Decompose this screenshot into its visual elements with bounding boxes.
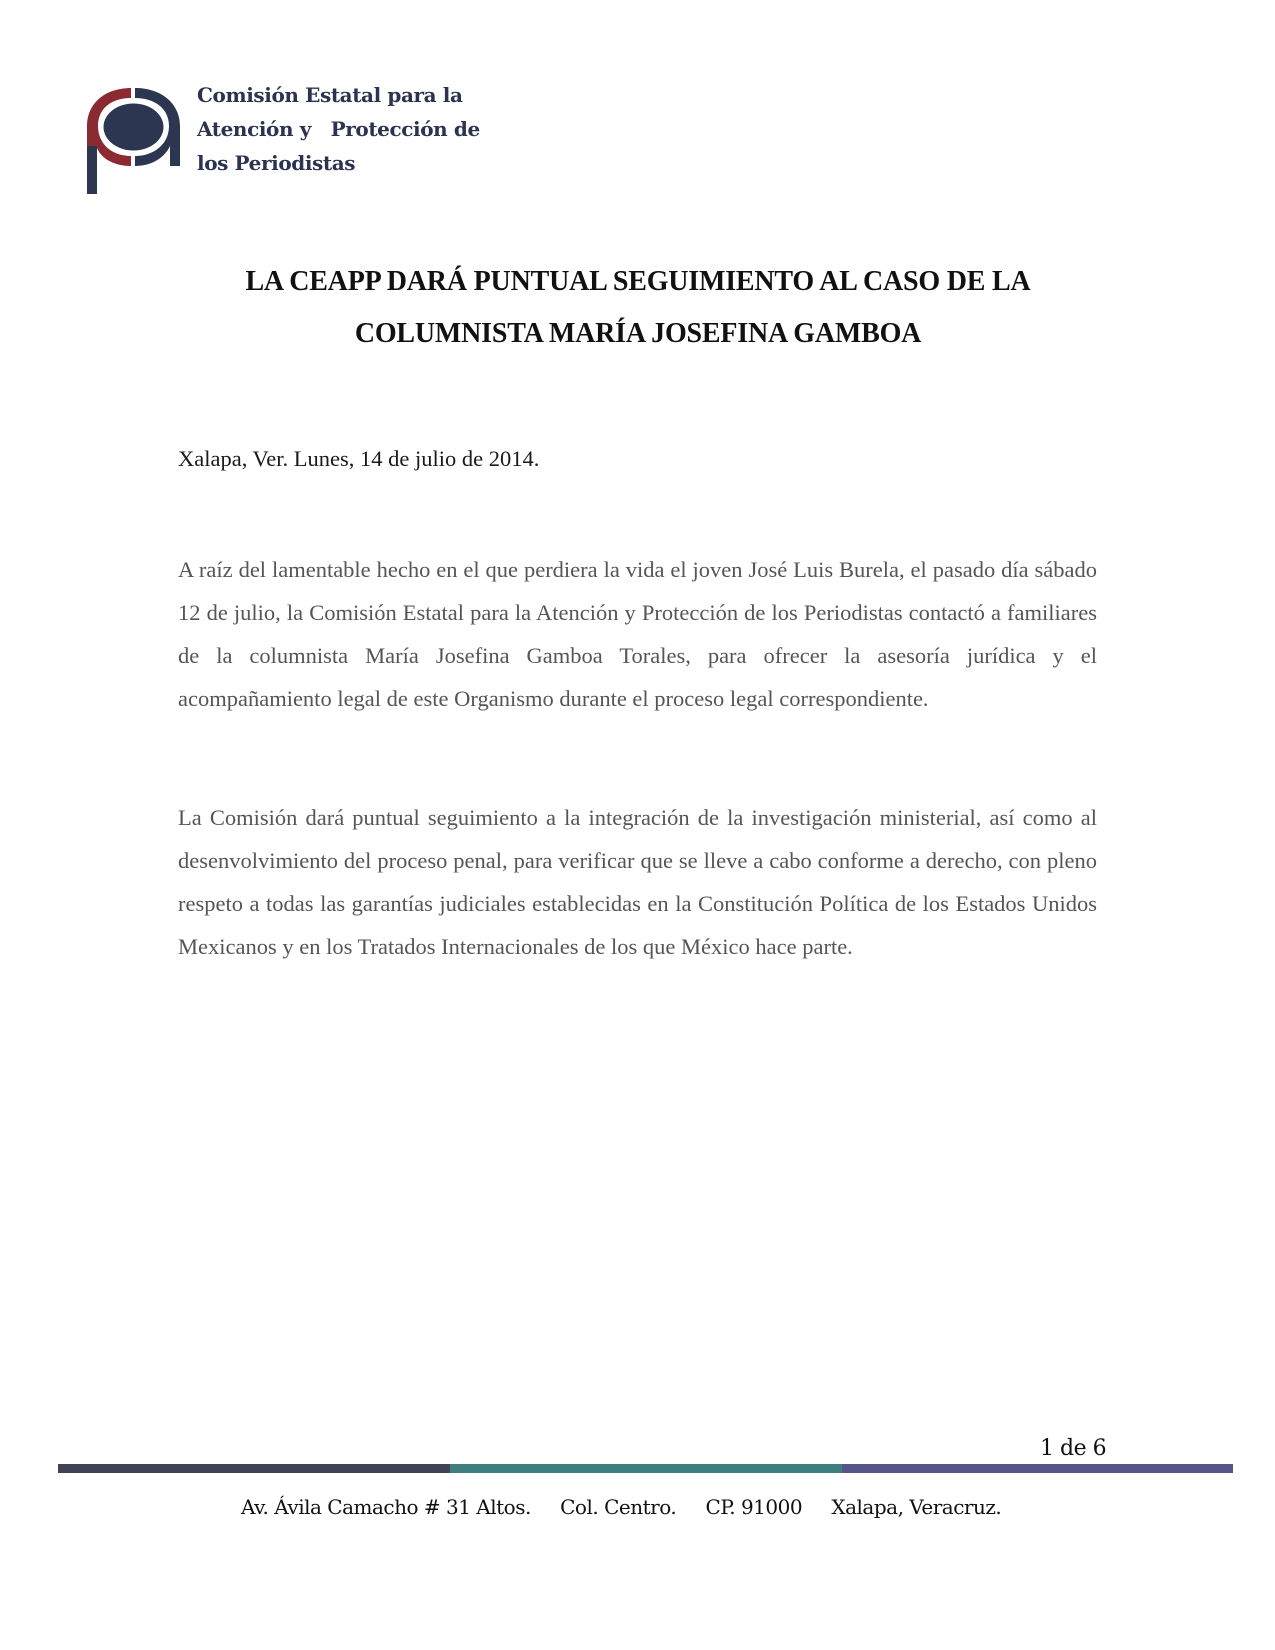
org-name-line: Comisión Estatal para la [197, 83, 463, 107]
org-name-line: los Periodistas [197, 151, 356, 175]
title-line: COLUMNISTA MARÍA JOSEFINA GAMBOA [354, 318, 922, 349]
ceapp-logo-icon [84, 86, 184, 196]
footer-bar-segment-teal [450, 1464, 842, 1473]
document-title [178, 256, 1098, 360]
logo-center-oval [104, 104, 164, 151]
body-paragraph: A raíz del lamentable hecho en el que perdiera la vida el joven José Luis Burela, el pasado día sábado 12 de julio, la Comisión Estatal para la Atención y Protección de los Periodistas contactó a familiares de la columnista María Josefina Gamboa Torales, para ofrecer la asesoría jurídica y el acompañamiento legal de este Organismo durante el proceso legal correspondiente. [178, 557, 1097, 711]
footer-bar-segment-purple [842, 1464, 1233, 1473]
footer-bar-segment-dark [58, 1464, 450, 1473]
organization-name [197, 78, 517, 180]
page-number: 1 de 6 [1040, 1436, 1107, 1461]
footer-address: Av. Ávila Camacho # 31 Altos. Col. Centro. CP. 91000 Xalapa, Veracruz. [241, 1495, 1002, 1519]
org-name-line: Atención y Protección de [197, 117, 480, 141]
title-line: LA CEAPP DARÁ PUNTUAL SEGUIMIENTO AL CASO DE LA [245, 266, 1031, 297]
body-paragraph: La Comisión dará puntual seguimiento a la integración de la investigación ministerial, así como al desenvolvimiento del proceso penal, para verificar que se lleve a cabo conforme a derecho, con pleno respeto a todas las garantías judiciales establecidas en la Constitución Política de los Estados Unidos Mexicanos y en los Tratados Internacionales de los que México hace parte. [178, 805, 1097, 959]
dateline: Xalapa, Ver. Lunes, 14 de julio de 2014. [178, 446, 540, 471]
logo-stem [87, 146, 97, 194]
